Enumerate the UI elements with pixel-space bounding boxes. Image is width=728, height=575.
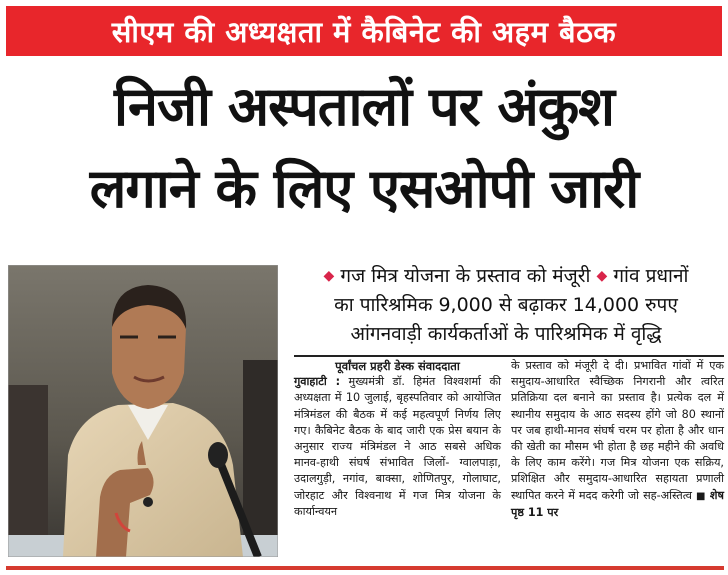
bottom-rule [6,566,724,570]
dateline: गुवाहाटी : [294,375,341,389]
article-column-2 [511,358,724,521]
article-text-1: मुख्यमंत्री डॉ. हिमंत विश्वशर्मा की अध्यक्षता में 10 जुलाई, बृहस्पतिवार को आयोजित मंत्रिमंडल की बैठक में कई महत्वपूर्ण निर्णय लिए गए। कैबिनेट बैठक के बाद जारी एक प्रेस बयान के अनुसार राज्य मंत्रिमंडल ने आठ सबसे अधिक मानव-हाथी संघर्ष संभावित जिलों- ग्वालपाड़ा, उदालगुड़ी, नगांव, बाक्सा, शोणितपुर, गोलाघाट, जोरहाट और विश्वनाथ में गज मित्र योजना के कार्यान्वयन [294,375,501,518]
divider-rule [294,355,724,357]
news-photo [8,265,278,557]
subdeck-line-3: आंगनवाड़ी कार्यकर्ताओं के पारिश्रमिक में वृद्धि [350,323,662,345]
byline: पूर्वांचल प्रहरी डेस्क संवाददाता [335,359,460,373]
bullet-diamond-icon: ◆ [596,268,608,284]
banner-title: सीएम की अध्यक्षता में कैबिनेट की अहम बैठक [111,14,617,49]
subdeck-line-1 [288,262,724,291]
square-bullet-icon: ■ [695,490,706,502]
bullet-diamond-icon: ◆ [323,268,335,284]
sub-headline-deck [288,262,724,349]
section-banner [6,6,722,56]
subdeck-point-2: गांव प्रधानों [613,265,689,287]
continued-on-page: शेष पृष्ठ 11 पर [511,488,724,519]
headline-line-1: निजी अस्पतालों पर अंकुश [114,75,614,138]
article-body-1 [294,374,501,520]
headline [4,66,724,230]
article-column-1 [294,358,501,520]
subdeck-point-1: गज मित्र योजना के प्रस्ताव को मंजूरी [340,265,591,287]
article-text-2: के प्रस्ताव को मंजूरी दे दी। प्रभावित गांवों में एक समुदाय-आधारित स्वैच्छिक निगरानी और त्वरित प्रतिक्रिया दल बनाने का प्रस्ताव है। प्रत्येक दल में स्थानीय समुदाय के आठ सदस्य होंगे जो 80 स्थानों पर जब हाथी-मानव संघर्ष चरम पर होता है और धान की खेती का मौसम भी होता है छह महीने की अवधि के लिए काम करेंगे। गज मित्र योजना एक सक्रिय, प्रशिक्षित और समुदाय-आधारित सहायता प्रणाली स्थापित करने में मदद करेगी जो सह-अस्तित्व [511,359,724,502]
cm-speaking-photo [8,265,278,557]
subdeck-line-2: का पारिश्रमिक 9,000 से बढ़ाकर 14,000 रुपए [334,294,678,316]
headline-line-2: लगाने के लिए एसओपी जारी [89,157,639,220]
